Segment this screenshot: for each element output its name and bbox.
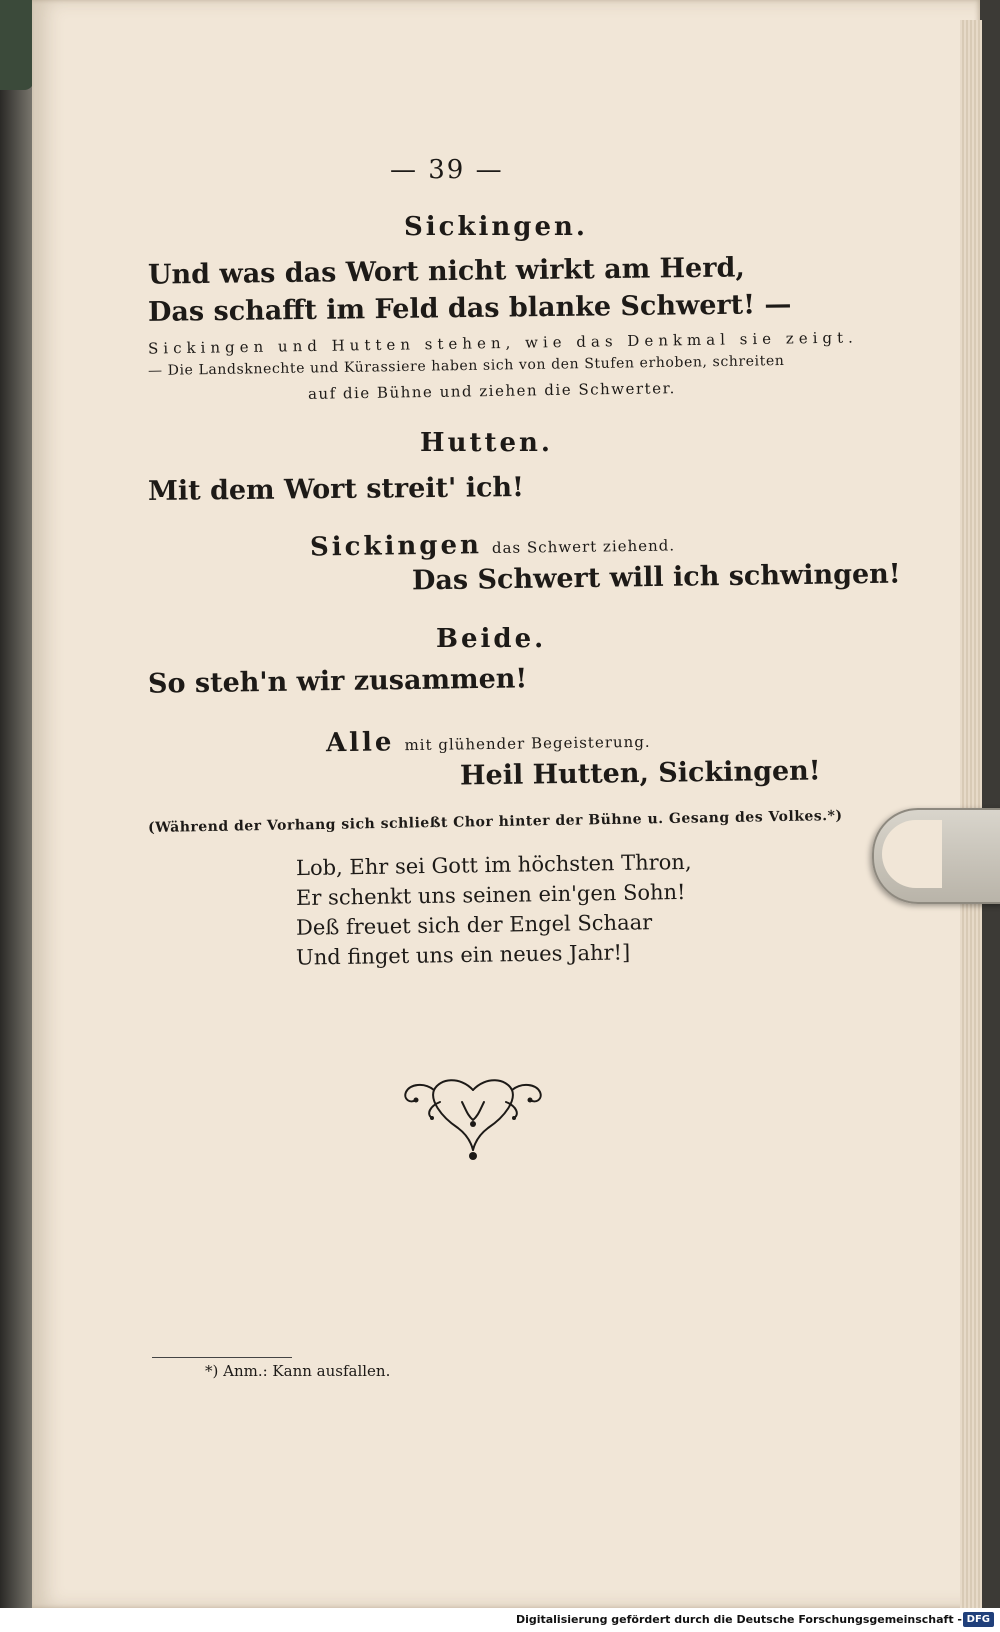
verse-line: So steh'n wir zusammen! <box>147 663 528 700</box>
verse-line: Heil Hutten, Sickingen! <box>459 755 821 792</box>
hymn-line: Lob, Ehr sei Gott im höchsten Thron, <box>295 849 692 881</box>
speaker-beide: Beide. <box>436 624 547 654</box>
stage-direction: mit glühender Begeisterung. <box>404 732 651 755</box>
speaker-line <box>326 724 651 759</box>
verse-line: Mit dem Wort streit' ich! <box>147 472 525 507</box>
speaker-sickingen: Sickingen <box>309 530 483 563</box>
hymn-line: Er schenkt uns seinen ein'gen Sohn! <box>295 879 686 911</box>
speaker-alle: Alle <box>325 727 395 759</box>
footnote: *) Anm.: Kann ausfallen. <box>205 1362 391 1380</box>
speaker-sickingen: Sickingen. <box>404 212 588 242</box>
speaker-hutten: Hutten. <box>420 428 553 458</box>
digitization-credit: Digitalisierung gefördert durch die Deutsche Forschungsgemeinschaft - <box>515 1613 962 1626</box>
dfg-logo: DFG <box>963 1612 994 1627</box>
page-clip-tab-inner <box>882 820 942 888</box>
verse-line: Das schafft im Feld das blanke Schwert! — <box>147 289 792 328</box>
hymn-line: Deß freuet sich der Engel Schaar <box>295 910 653 940</box>
stage-direction: Sickingen und Hutten stehen, wie das Denkmal sie zeigt. <box>147 328 858 358</box>
stage-direction: (Während der Vorhang sich schließt Chor hinter der Bühne u. Gesang des Volkes.*) <box>147 807 843 837</box>
stage-direction: das Schwert ziehend. <box>491 536 676 558</box>
speaker-line <box>310 527 675 562</box>
footnote-rule <box>152 1357 292 1358</box>
page-number: — 39 — <box>390 155 504 185</box>
vignette-ornament-icon <box>400 1072 546 1162</box>
page-clip <box>0 0 34 90</box>
verse-line: Das Schwert will ich schwingen! <box>411 558 901 597</box>
hymn-line: Und finget uns ein neues Jahr!] <box>295 940 631 970</box>
verse-line: Und was das Wort nicht wirkt am Herd, <box>147 252 745 291</box>
stage-direction: — Die Landsknechte und Kürassiere haben sich von den Stufen erhoben, schreiten <box>147 353 785 379</box>
stage-direction: auf die Bühne und ziehen die Schwerter. <box>307 379 676 403</box>
